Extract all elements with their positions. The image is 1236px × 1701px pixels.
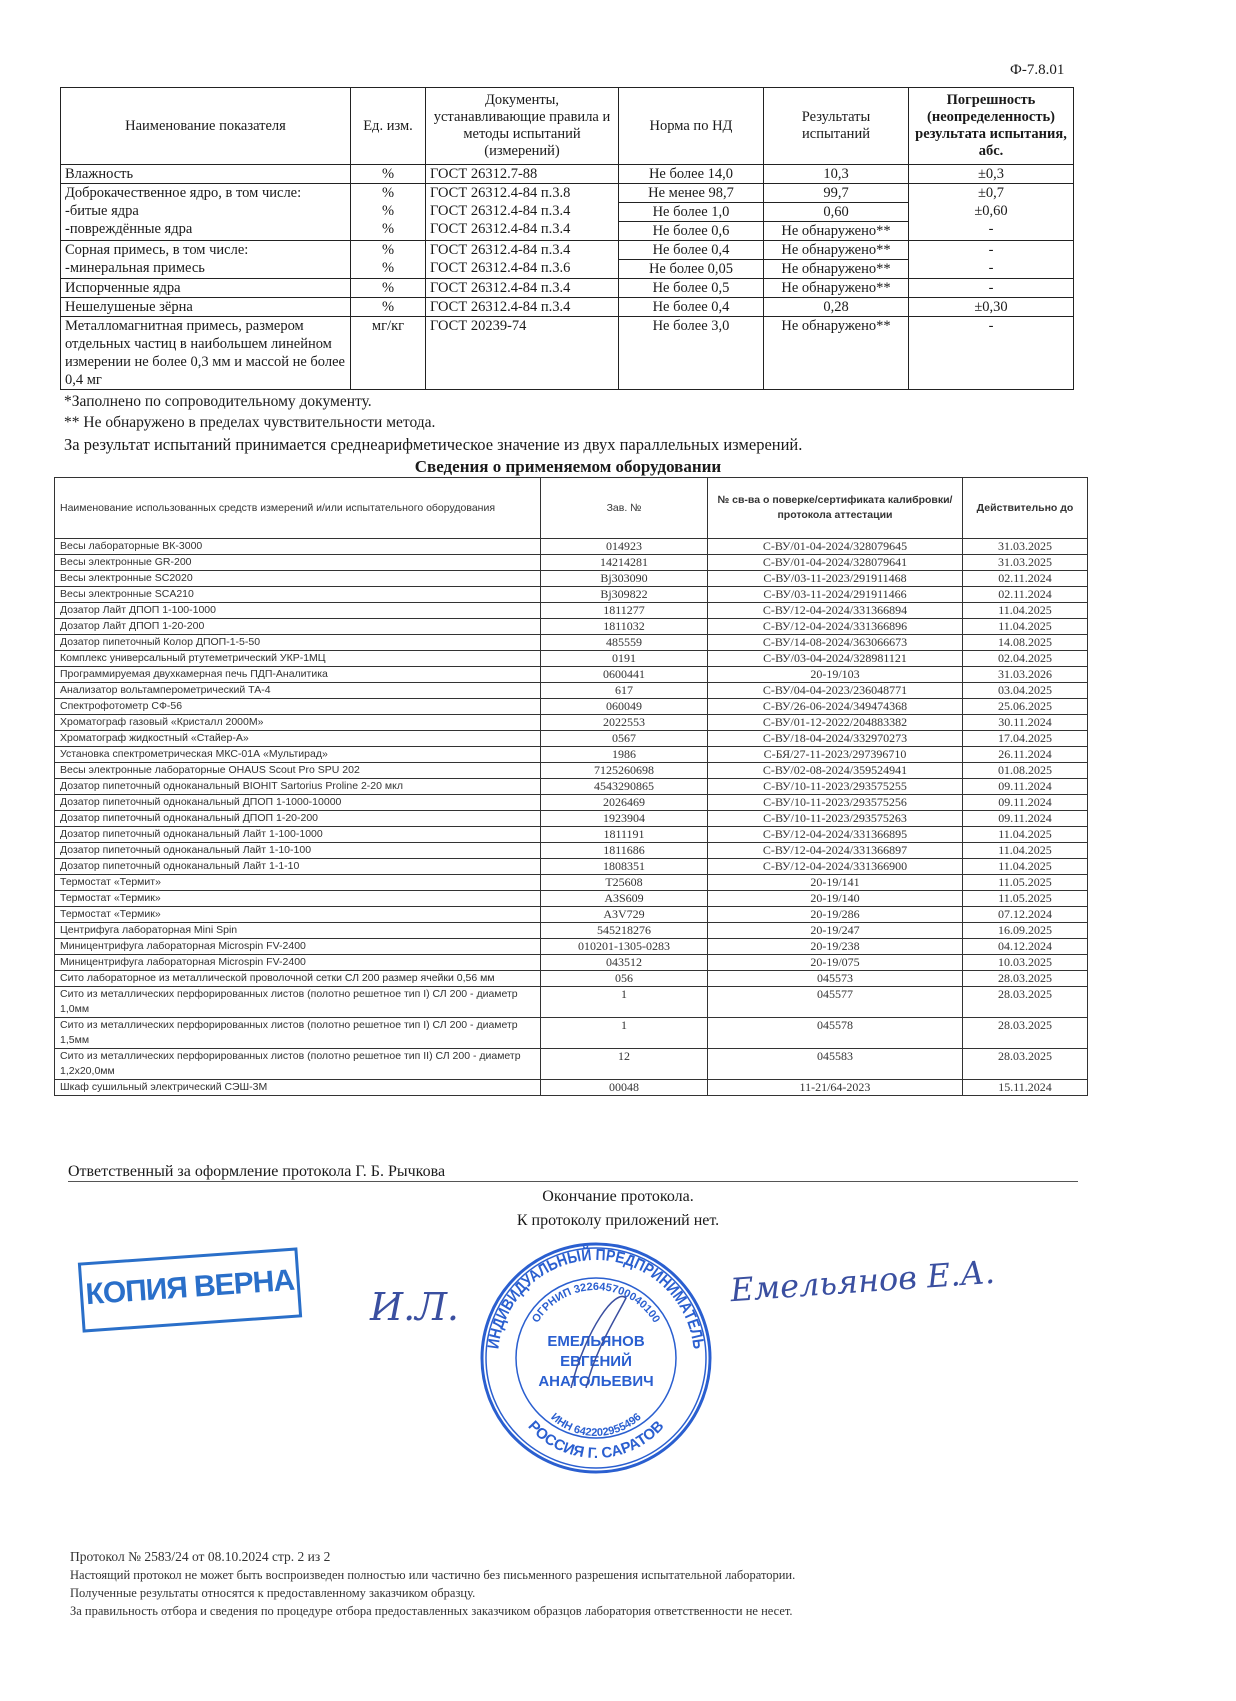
seal-ogrnip: ОГРНИП 322645700040100 — [529, 1280, 663, 1326]
results-value: Не более 3,0 — [652, 318, 730, 334]
equipment-row — [55, 827, 1088, 843]
header-doc: Документы, устанавливающие правила и методы испытаний (измерений) — [426, 88, 619, 165]
certificate-number: 20-19/247 — [708, 923, 963, 939]
valid-until: 11.05.2025 — [963, 875, 1088, 891]
serial-number: 060049 — [541, 699, 708, 715]
results-value: - — [988, 242, 994, 258]
equipment-row — [55, 731, 1088, 747]
results-cell-norm — [619, 298, 764, 317]
certificate-number: 20-19/141 — [708, 875, 963, 891]
seal-name-2: ЕВГЕНИЙ — [560, 1353, 632, 1370]
equipment-name: Сито из металлических перфорированных листов (полотно решетное тип I) СЛ 200 - диаметр 1,5мм — [55, 1018, 541, 1049]
results-row — [61, 241, 1074, 279]
equipment-row — [55, 875, 1088, 891]
results-cell-result — [764, 317, 909, 390]
equipment-row — [55, 747, 1088, 763]
results-value: -минеральная примесь — [65, 260, 205, 276]
equipment-name: Сито из металлических перфорированных листов (полотно решетное тип II) СЛ 200 - диаметр 1,2х20,0мм — [55, 1049, 541, 1080]
copy-certified-stamp: КОПИЯ ВЕРНА — [78, 1247, 302, 1332]
valid-until: 10.03.2025 — [963, 955, 1088, 971]
results-cell-doc — [426, 317, 619, 390]
results-cell-result — [764, 279, 909, 298]
equipment-name: Дозатор Лайт ДПОП 1-100-1000 — [55, 603, 541, 619]
seal-bottom-text: РОССИЯ Г. САРАТОВ — [524, 1417, 668, 1463]
results-value: 0,28 — [823, 299, 849, 315]
equipment-name: Дозатор Лайт ДПОП 1-20-200 — [55, 619, 541, 635]
serial-number: Bj309822 — [541, 587, 708, 603]
valid-until: 01.08.2025 — [963, 763, 1088, 779]
serial-number: 617 — [541, 683, 708, 699]
serial-number: 1811686 — [541, 843, 708, 859]
results-cell-unit — [351, 184, 426, 241]
certificate-number: 20-19/103 — [708, 667, 963, 683]
serial-number: 1808351 — [541, 859, 708, 875]
equipment-row — [55, 955, 1088, 971]
serial-number: T25608 — [541, 875, 708, 891]
equipment-name: Термостат «Термик» — [55, 891, 541, 907]
equipment-row — [55, 763, 1088, 779]
form-code: Ф-7.8.01 — [1010, 62, 1065, 78]
equipment-row — [55, 683, 1088, 699]
equipment-row — [55, 619, 1088, 635]
results-cell-result — [764, 165, 909, 184]
equipment-name: Весы электронные SCA210 — [55, 587, 541, 603]
certificate-number: 045577 — [708, 987, 963, 1018]
results-value: Влажность — [65, 166, 134, 182]
equipment-row — [55, 843, 1088, 859]
certificate-number: С-ВУ/01-04-2024/328079645 — [708, 539, 963, 555]
footer-line: Настоящий протокол не может быть воспроизведен полностью или частично без письменного разрешения испытательной лаборатории. — [70, 1568, 796, 1582]
results-value: Не более 0,4 — [652, 299, 730, 315]
no-attachments: К протоколу приложений нет. — [516, 1212, 720, 1229]
results-value: ГОСТ 26312.4-84 п.3.4 — [430, 203, 571, 219]
equipment-name: Термостат «Термик» — [55, 907, 541, 923]
serial-number: 1 — [541, 1018, 708, 1049]
serial-number: 010201-1305-0283 — [541, 939, 708, 955]
certificate-number: С-ВУ/26-06-2024/349474368 — [708, 699, 963, 715]
equipment-name: Весы электронные лабораторные OHAUS Scout Pro SPU 202 — [55, 763, 541, 779]
results-value: ГОСТ 20239-74 — [430, 318, 527, 334]
svg-text:ИНН 642202955496 — [548, 1411, 643, 1439]
serial-number: 1923904 — [541, 811, 708, 827]
results-value: % — [381, 203, 395, 219]
serial-number: Bj303090 — [541, 571, 708, 587]
results-value: % — [381, 166, 395, 182]
results-value: Не обнаружено** — [781, 318, 891, 334]
results-value: Не менее 98,7 — [648, 185, 734, 201]
valid-until: 03.04.2025 — [963, 683, 1088, 699]
serial-number: A3S609 — [541, 891, 708, 907]
serial-number: 485559 — [541, 635, 708, 651]
valid-until: 11.05.2025 — [963, 891, 1088, 907]
certificate-number: С-ВУ/18-04-2024/332970273 — [708, 731, 963, 747]
valid-until: 26.11.2024 — [963, 747, 1088, 763]
equipment-name: Сито лабораторное из металлической проволочной сетки СЛ 200 размер ячейки 0,56 мм — [55, 971, 541, 987]
results-value: % — [381, 185, 395, 201]
serial-number: 1811032 — [541, 619, 708, 635]
results-value: 99,7 — [823, 185, 849, 201]
results-cell-norm — [619, 279, 764, 298]
certificate-number: С-ВУ/03-04-2024/328981121 — [708, 651, 963, 667]
serial-number: 12 — [541, 1049, 708, 1080]
results-value: мг/кг — [371, 318, 405, 334]
equipment-row — [55, 939, 1088, 955]
results-value: - — [988, 221, 994, 237]
valid-until: 28.03.2025 — [963, 971, 1088, 987]
footer-protocol-number: Протокол № 2583/24 от 08.10.2024 стр. 2 из 2 — [70, 1549, 331, 1564]
valid-until: 14.08.2025 — [963, 635, 1088, 651]
results-value: ГОСТ 26312.4-84 п.3.6 — [430, 260, 571, 276]
results-value: % — [381, 260, 395, 276]
serial-number: 1811277 — [541, 603, 708, 619]
certificate-number: С-ВУ/01-12-2022/204883382 — [708, 715, 963, 731]
results-cell-error — [909, 298, 1074, 317]
seal-name-1: ЕМЕЛЬЯНОВ — [547, 1333, 645, 1350]
results-value: Не более 0,5 — [652, 280, 730, 296]
valid-until: 11.04.2025 — [963, 619, 1088, 635]
equipment-name: Дозатор пипеточный Колор ДПОП-1-5-50 — [55, 635, 541, 651]
results-cell-name — [61, 165, 351, 184]
results-cell-doc — [426, 184, 619, 241]
valid-until: 25.06.2025 — [963, 699, 1088, 715]
equipment-row — [55, 571, 1088, 587]
results-cell-norm — [619, 165, 764, 184]
serial-number: 056 — [541, 971, 708, 987]
results-value: ГОСТ 26312.4-84 п.3.4 — [430, 242, 571, 258]
results-row — [61, 298, 1074, 317]
serial-number: 0191 — [541, 651, 708, 667]
serial-number: 043512 — [541, 955, 708, 971]
results-value: ±0,7 — [977, 185, 1005, 201]
header-serial: Зав. № — [541, 478, 708, 539]
certificate-number: 11-21/64-2023 — [708, 1080, 963, 1096]
equipment-row — [55, 795, 1088, 811]
results-value: Не обнаружено** — [764, 259, 908, 278]
note-1: *Заполнено по сопроводительному документу. — [64, 393, 372, 410]
seal-inn: ИНН 642202955496 — [548, 1410, 644, 1440]
results-value: % — [381, 221, 395, 237]
results-value: ±0,60 — [974, 203, 1008, 219]
serial-number: 00048 — [541, 1080, 708, 1096]
valid-until: 31.03.2025 — [963, 539, 1088, 555]
certificate-number: 045573 — [708, 971, 963, 987]
note-2: ** Не обнаружено в пределах чувствительности метода. — [64, 414, 436, 431]
equipment-name: Весы электронные SC2020 — [55, 571, 541, 587]
certificate-number: С-ВУ/12-04-2024/331366896 — [708, 619, 963, 635]
valid-until: 09.11.2024 — [963, 779, 1088, 795]
certificate-number: 045583 — [708, 1049, 963, 1080]
results-cell-norm — [619, 317, 764, 390]
results-cell-error — [909, 279, 1074, 298]
equipment-name: Установка спектрометрическая МКС-01А «Мультирад» — [55, 747, 541, 763]
signature-left: И.Л. — [370, 1285, 460, 1329]
results-value: 0,60 — [764, 202, 908, 221]
equipment-row — [55, 1018, 1088, 1049]
equipment-name: Центрифуга лабораторная Mini Spin — [55, 923, 541, 939]
svg-text:ОГРНИП 322645700040100 — [530, 1281, 662, 1325]
equipment-row — [55, 811, 1088, 827]
results-value: % — [381, 242, 395, 258]
equipment-row — [55, 651, 1088, 667]
serial-number: A3V729 — [541, 907, 708, 923]
equipment-name: Дозатор пипеточный одноканальный Лайт 1-10-100 — [55, 843, 541, 859]
header-norm: Норма по НД — [619, 88, 764, 165]
valid-until: 09.11.2024 — [963, 795, 1088, 811]
valid-until: 09.11.2024 — [963, 811, 1088, 827]
equipment-name: Сито из металлических перфорированных листов (полотно решетное тип I) СЛ 200 - диаметр 1,0мм — [55, 987, 541, 1018]
valid-until: 31.03.2025 — [963, 555, 1088, 571]
header-valid-until: Действительно до — [963, 478, 1088, 539]
equipment-name: Дозатор пипеточный одноканальный ДПОП 1-20-200 — [55, 811, 541, 827]
certificate-number: 20-19/286 — [708, 907, 963, 923]
certificate-number: С-ВУ/10-11-2023/293575263 — [708, 811, 963, 827]
results-value: Доброкачественное ядро, в том числе: — [65, 185, 302, 201]
equipment-name: Дозатор пипеточный одноканальный BIOHIT Sartorius Proline 2-20 мкл — [55, 779, 541, 795]
equipment-row — [55, 587, 1088, 603]
results-cell-doc — [426, 241, 619, 279]
equipment-name: Хроматограф газовый «Кристалл 2000М» — [55, 715, 541, 731]
valid-until: 02.11.2024 — [963, 571, 1088, 587]
valid-until: 02.04.2025 — [963, 651, 1088, 667]
results-cell-norm — [619, 241, 764, 279]
equipment-row — [55, 1080, 1088, 1096]
certificate-number: С-ВУ/12-04-2024/331366895 — [708, 827, 963, 843]
equipment-header-row — [55, 478, 1088, 539]
results-value: - — [988, 318, 994, 334]
results-value: Нешелушеные зёрна — [65, 299, 193, 315]
results-cell-result — [764, 298, 909, 317]
equipment-row — [55, 603, 1088, 619]
results-value: ГОСТ 26312.7-88 — [430, 166, 538, 182]
results-value: -повреждённые ядра — [65, 221, 193, 237]
valid-until: 02.11.2024 — [963, 587, 1088, 603]
results-value: % — [381, 280, 395, 296]
equipment-row — [55, 667, 1088, 683]
header-error: Погрешность (неопределенность) результата испытания, абс. — [909, 88, 1074, 165]
footer-line: За правильность отбора и сведения по процедуре отбора предоставленных заказчиком образцов лаборатория ответственности не несет. — [70, 1604, 793, 1618]
equipment-name: Миницентрифуга лабораторная Microspin FV-2400 — [55, 939, 541, 955]
serial-number: 2026469 — [541, 795, 708, 811]
results-cell-result — [764, 241, 909, 279]
serial-number: 545218276 — [541, 923, 708, 939]
results-value: Не более 14,0 — [648, 166, 734, 182]
serial-number: 0600441 — [541, 667, 708, 683]
certificate-number: С-ВУ/03-11-2024/291911466 — [708, 587, 963, 603]
certificate-number: С-ВУ/04-04-2023/236048771 — [708, 683, 963, 699]
serial-number: 2022553 — [541, 715, 708, 731]
results-value: Сорная примесь, в том числе: — [65, 242, 249, 258]
certificate-number: С-ВУ/02-08-2024/359524941 — [708, 763, 963, 779]
results-value: Не более 0,6 — [619, 221, 763, 240]
serial-number: 4543290865 — [541, 779, 708, 795]
valid-until: 28.03.2025 — [963, 987, 1088, 1018]
results-value: Не обнаружено** — [764, 221, 908, 240]
serial-number: 7125260698 — [541, 763, 708, 779]
valid-until: 15.11.2024 — [963, 1080, 1088, 1096]
equipment-name: Весы электронные GR-200 — [55, 555, 541, 571]
serial-number: 1 — [541, 987, 708, 1018]
equipment-row — [55, 891, 1088, 907]
equipment-row — [55, 907, 1088, 923]
results-value: Не более 0,4 — [652, 242, 730, 258]
certificate-number: 045578 — [708, 1018, 963, 1049]
results-cell-name — [61, 241, 351, 279]
certificate-number: С-ВУ/12-04-2024/331366894 — [708, 603, 963, 619]
equipment-row — [55, 859, 1088, 875]
valid-until: 11.04.2025 — [963, 827, 1088, 843]
equipment-row — [55, 539, 1088, 555]
results-row — [61, 317, 1074, 390]
results-cell-unit — [351, 165, 426, 184]
equipment-name: Дозатор пипеточный одноканальный ДПОП 1-1000-10000 — [55, 795, 541, 811]
certificate-number: 20-19/140 — [708, 891, 963, 907]
signature-right: Емельянов Е.А. — [728, 1252, 996, 1310]
results-value: Металломагнитная примесь, размером отдельных частиц в наибольшем линейном измерении не более 0,3 мм и массой не более 0,4 мг — [65, 318, 345, 388]
results-cell-name — [61, 184, 351, 241]
header-unit: Ед. изм. — [351, 88, 426, 165]
header-name: Наименование показателя — [61, 88, 351, 165]
equipment-row — [55, 971, 1088, 987]
footer-line: Полученные результаты относятся к предоставленному заказчиком образцу. — [70, 1586, 476, 1600]
certificate-number: С-ВУ/01-04-2024/328079641 — [708, 555, 963, 571]
results-cell-doc — [426, 165, 619, 184]
equipment-row — [55, 635, 1088, 651]
certificate-number: С-БЯ/27-11-2023/297396710 — [708, 747, 963, 763]
certificate-number: С-ВУ/12-04-2024/331366897 — [708, 843, 963, 859]
certificate-number: С-ВУ/03-11-2023/291911468 — [708, 571, 963, 587]
valid-until: 16.09.2025 — [963, 923, 1088, 939]
results-cell-unit — [351, 298, 426, 317]
results-value: ГОСТ 26312.4-84 п.3.4 — [430, 280, 571, 296]
results-value: Не более 1,0 — [619, 202, 763, 221]
results-value: ±0,30 — [974, 299, 1008, 315]
certificate-number: 20-19/238 — [708, 939, 963, 955]
valid-until: 07.12.2024 — [963, 907, 1088, 923]
valid-until: 28.03.2025 — [963, 1049, 1088, 1080]
equipment-name: Хроматограф жидкостный «Стайер-А» — [55, 731, 541, 747]
certificate-number: 20-19/075 — [708, 955, 963, 971]
results-cell-name — [61, 298, 351, 317]
serial-number: 14214281 — [541, 555, 708, 571]
valid-until: 31.03.2026 — [963, 667, 1088, 683]
results-cell-name — [61, 279, 351, 298]
equipment-name: Спектрофотометр СФ-56 — [55, 699, 541, 715]
results-value: -битые ядра — [65, 203, 139, 219]
certificate-number: С-ВУ/12-04-2024/331366900 — [708, 859, 963, 875]
seal-stamp — [476, 1238, 716, 1478]
results-value: ГОСТ 26312.4-84 п.3.4 — [430, 221, 571, 237]
results-cell-doc — [426, 279, 619, 298]
valid-until: 30.11.2024 — [963, 715, 1088, 731]
valid-until: 11.04.2025 — [963, 843, 1088, 859]
end-of-protocol: Окончание протокола. — [542, 1188, 694, 1205]
results-cell-norm — [619, 184, 764, 241]
header-equipment-name: Наименование использованных средств измерений и/или испытательного оборудования — [55, 478, 541, 539]
results-value: % — [381, 299, 395, 315]
valid-until: 11.04.2025 — [963, 859, 1088, 875]
equipment-row — [55, 923, 1088, 939]
certificate-number: С-ВУ/10-11-2023/293575255 — [708, 779, 963, 795]
equipment-row — [55, 699, 1088, 715]
results-cell-error — [909, 165, 1074, 184]
equipment-name: Миницентрифуга лабораторная Microspin FV-2400 — [55, 955, 541, 971]
equipment-name: Дозатор пипеточный одноканальный Лайт 1-100-1000 — [55, 827, 541, 843]
results-cell-result — [764, 184, 909, 241]
footer — [70, 1548, 795, 1620]
serial-number: 1811191 — [541, 827, 708, 843]
valid-until: 11.04.2025 — [963, 603, 1088, 619]
seal-outer-text: ИНДИВИДУАЛЬНЫЙ ПРЕДПРИНИМАТЕЛЬ — [485, 1246, 707, 1352]
header-result: Результаты испытаний — [764, 88, 909, 165]
responsible-person: Ответственный за оформление протокола Г. Б. Рычкова — [68, 1163, 1078, 1182]
results-table — [60, 87, 1074, 390]
serial-number: 0567 — [541, 731, 708, 747]
equipment-name: Шкаф сушильный электрический СЭШ-3М — [55, 1080, 541, 1096]
results-value: Испорченные ядра — [65, 280, 181, 296]
results-value: 10,3 — [823, 166, 849, 182]
valid-until: 28.03.2025 — [963, 1018, 1088, 1049]
certificate-number: С-ВУ/14-08-2024/363066673 — [708, 635, 963, 651]
serial-number: 014923 — [541, 539, 708, 555]
equipment-row — [55, 555, 1088, 571]
header-certificate: № св-ва о поверке/сертификата калибровки/протокола аттестации — [708, 478, 963, 539]
serial-number: 1986 — [541, 747, 708, 763]
equipment-row — [55, 1049, 1088, 1080]
results-cell-name — [61, 317, 351, 390]
equipment-name: Комплекс универсальный ртутеметрический УКР-1МЦ — [55, 651, 541, 667]
results-value: - — [988, 260, 994, 276]
results-cell-error — [909, 241, 1074, 279]
valid-until: 17.04.2025 — [963, 731, 1088, 747]
equipment-row — [55, 715, 1088, 731]
valid-until: 04.12.2024 — [963, 939, 1088, 955]
equipment-name: Весы лабораторные ВК-3000 — [55, 539, 541, 555]
results-value: ±0,3 — [977, 166, 1005, 182]
results-cell-error — [909, 184, 1074, 241]
results-row — [61, 165, 1074, 184]
equipment-name: Термостат «Термит» — [55, 875, 541, 891]
results-value: Не более 0,05 — [619, 259, 763, 278]
results-value: - — [988, 280, 994, 296]
equipment-name: Анализатор вольтамперометрический ТА-4 — [55, 683, 541, 699]
seal-name-3: АНАТОЛЬЕВИЧ — [538, 1373, 654, 1390]
equipment-name: Дозатор пипеточный одноканальный Лайт 1-1-10 — [55, 859, 541, 875]
results-row — [61, 279, 1074, 298]
results-value: Не обнаружено** — [781, 242, 891, 258]
equipment-row — [55, 987, 1088, 1018]
results-cell-error — [909, 317, 1074, 390]
results-cell-unit — [351, 241, 426, 279]
results-row — [61, 184, 1074, 241]
equipment-title: Сведения о применяемом оборудовании — [414, 457, 722, 476]
equipment-table — [54, 477, 1088, 1096]
results-value: ГОСТ 26312.4-84 п.3.8 — [430, 185, 571, 201]
equipment-row — [55, 779, 1088, 795]
results-header-row — [61, 88, 1074, 165]
equipment-name: Программируемая двухкамерная печь ПДП-Аналитика — [55, 667, 541, 683]
results-value: ГОСТ 26312.4-84 п.3.4 — [430, 299, 571, 315]
certificate-number: С-ВУ/10-11-2023/293575256 — [708, 795, 963, 811]
results-cell-unit — [351, 279, 426, 298]
results-cell-doc — [426, 298, 619, 317]
results-value: Не обнаружено** — [781, 280, 891, 296]
results-cell-unit — [351, 317, 426, 390]
note-3: За результат испытаний принимается среднеарифметическое значение из двух параллельных измерений. — [64, 435, 803, 454]
